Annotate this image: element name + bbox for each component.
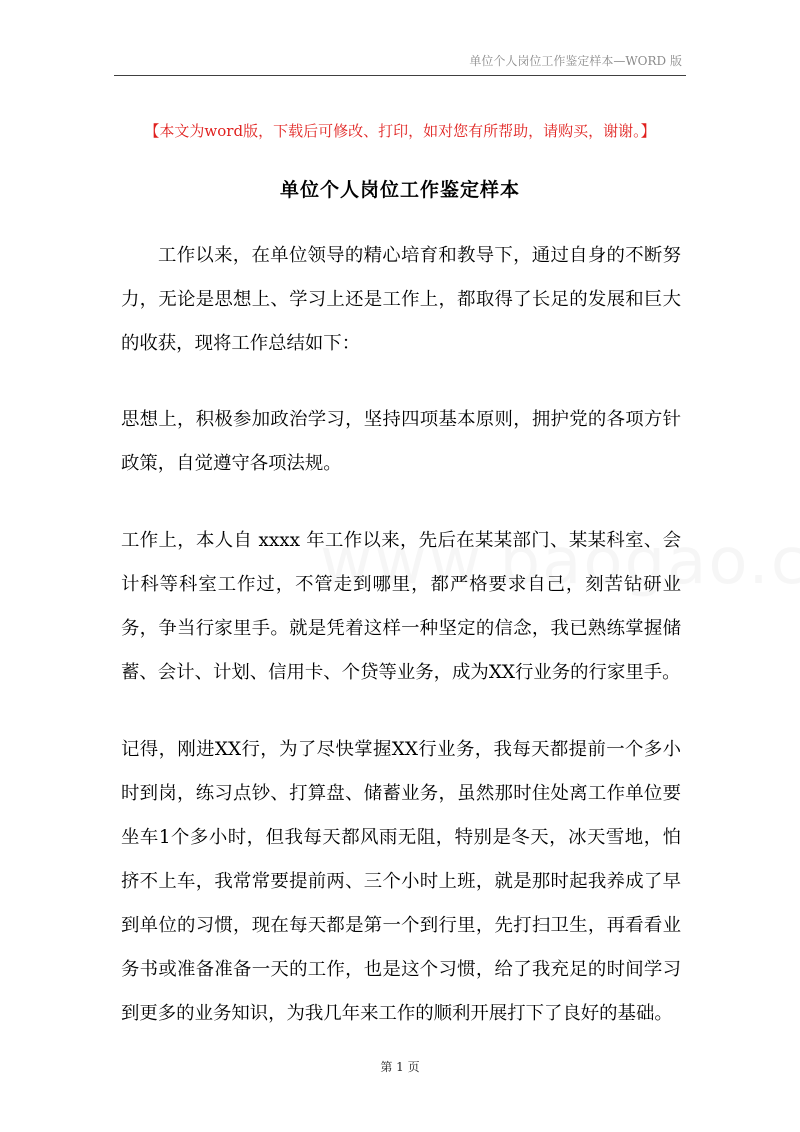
paragraph-memory: 记得，刚进XX行，为了尽快掌握XX行业务，我每天都提前一个多小时到岗，练习点钞、打算盘、储蓄业务，虽然那时住处离工作单位要坐车1个多小时，但我每天都风雨无阻，特别是冬天，冰天雪地，怕挤不上车，我常常要提前两、三个小时上班，就是那时起我养成了早到单位的习惯，现在每天都是第一个到行里，先打扫卫生，再看看业务书或准备准备一天的工作，也是这个习惯，给了我充足的时间学习到更多的业务知识，为我几年来工作的顺利开展打下了良好的基础。	[121, 739, 681, 1024]
paragraph-work: 工作上，本人自 xxxx 年工作以来，先后在某某部门、某某科室、会计科等科室工作过，不管走到哪里，都严格要求自己，刻苦钻研业务，争当行家里手。就是凭着这样一种坚定的信念，我已熟练掌握储蓄、会计、计划、信用卡、个贷等业务，成为XX行业务的行家里手。	[121, 530, 681, 683]
page-header-title: 单位个人岗位工作鉴定样本—WORD 版	[469, 54, 682, 68]
download-notice: 【本文为word版，下载后可修改、打印，如对您有所帮助，请购买，谢谢。】	[144, 122, 656, 140]
page-number: 第 1 页	[380, 1060, 420, 1074]
header-divider	[114, 75, 686, 76]
document-title: 单位个人岗位工作鉴定样本	[279, 179, 520, 201]
paragraph-ideology: 思想上，积极参加政治学习，坚持四项基本原则，拥护党的各项方针政策，自觉遵守各项法规。	[121, 409, 681, 474]
paragraph-intro: 工作以来，在单位领导的精心培育和教导下，通过自身的不断努力，无论是思想上、学习上还是工作上，都取得了长足的发展和巨大的收获，现将工作总结如下：	[121, 245, 681, 354]
